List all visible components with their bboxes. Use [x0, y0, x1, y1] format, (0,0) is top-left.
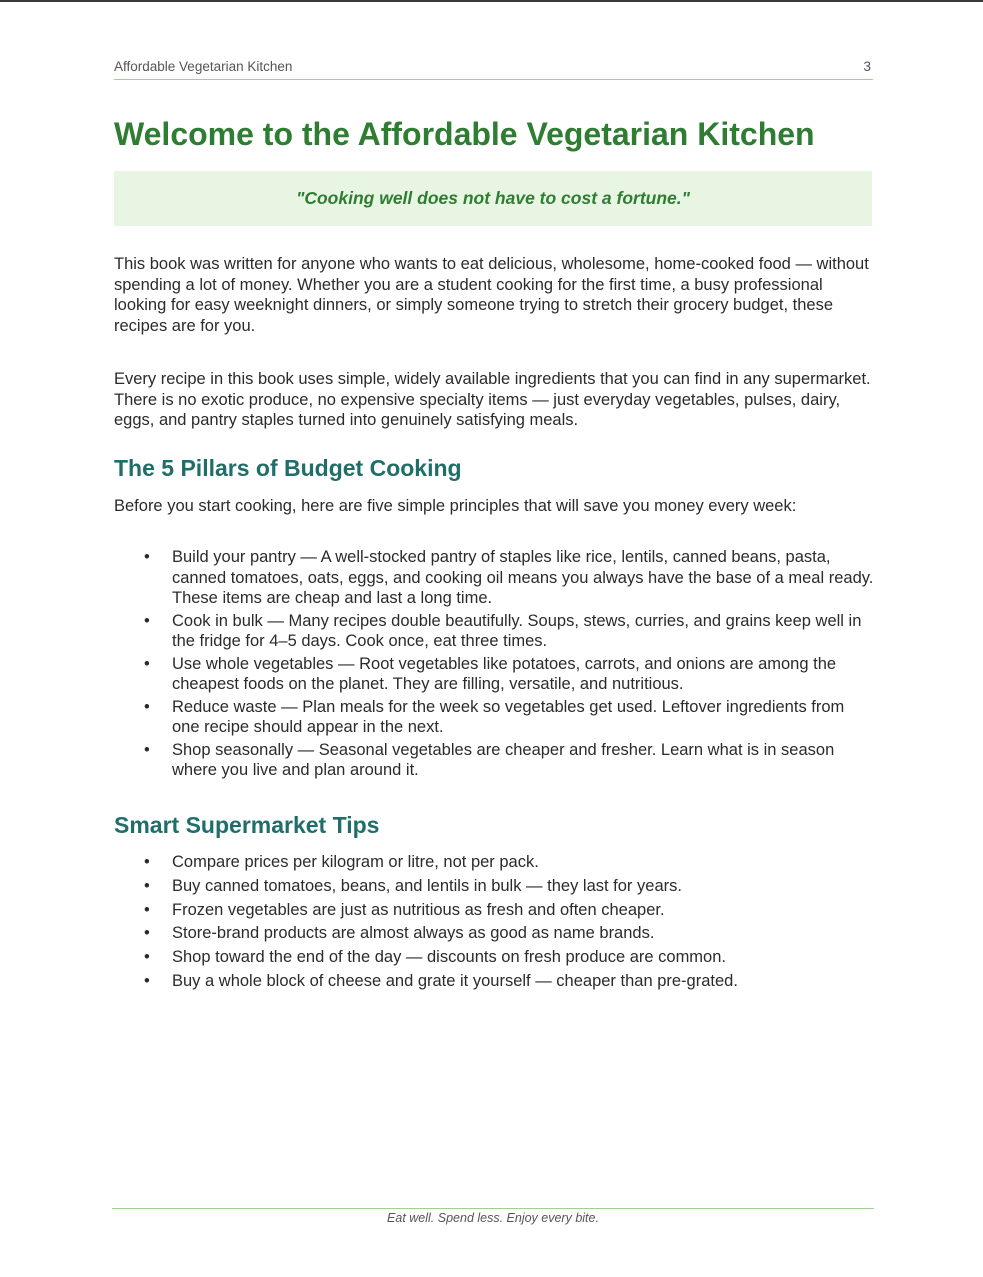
list-item: [114, 876, 874, 897]
pillars-list: [114, 547, 874, 783]
bullet-icon: •: [144, 740, 150, 759]
running-header: [114, 59, 873, 80]
bullet-icon: •: [144, 900, 150, 919]
tips-list: [114, 852, 874, 995]
pillars-intro: Before you start cooking, here are five simple principles that will save you money every week:: [114, 497, 797, 515]
top-border: [0, 0, 983, 2]
bullet-icon: •: [144, 611, 150, 630]
footer-divider: [112, 1208, 874, 1209]
intro-paragraph-2: Every recipe in this book uses simple, widely available ingredients that you can find in any supermarket. There is no exotic produce, no expensive specialty items — just everyday vegetables, pulses, dairy, eggs, and pantry staples turned into genuinely satisfying meals.: [114, 370, 871, 429]
list-item: [114, 971, 874, 992]
quote-text: "Cooking well does not have to cost a fortune.": [296, 188, 690, 208]
list-item: [114, 697, 874, 738]
intro-paragraph-1: This book was written for anyone who wants to eat delicious, wholesome, home-cooked food — without spending a lot of money. Whether you are a student cooking for the first time, a busy professional looking for easy weeknight dinners, or simply someone trying to stretch their grocery budget, these recipes are for you.: [114, 255, 869, 335]
list-item-text: Compare prices per kilogram or litre, not per pack.: [172, 853, 539, 871]
bullet-icon: •: [144, 948, 150, 967]
list-item-text: Reduce waste — Plan meals for the week so vegetables get used. Leftover ingredients from one recipe should appear in the next.: [172, 697, 845, 736]
page-title: Welcome to the Affordable Vegetarian Kitchen: [114, 116, 815, 152]
bullet-icon: •: [144, 924, 150, 943]
bullet-icon: •: [144, 876, 150, 895]
list-item-text: Build your pantry — A well-stocked pantry of staples like rice, lentils, canned beans, pasta, canned tomatoes, oats, eggs, and cooking oil means you always have the base of a meal ready. These items are cheap and last a long time.: [172, 548, 874, 607]
list-item: [114, 611, 874, 652]
bullet-icon: •: [144, 654, 150, 673]
pillars-heading: The 5 Pillars of Budget Cooking: [114, 455, 462, 481]
list-item-text: Store-brand products are almost always as good as name brands.: [172, 924, 655, 943]
list-item-text: Buy canned tomatoes, beans, and lentils in bulk — they last for years.: [172, 876, 682, 895]
list-item-text: Buy a whole block of cheese and grate it yourself — cheaper than pre-grated.: [172, 971, 738, 990]
bullet-icon: •: [144, 853, 150, 871]
bullet-icon: •: [144, 971, 150, 990]
list-item-text: Shop seasonally — Seasonal vegetables are cheaper and fresher. Learn what is in season where you live and plan around it.: [172, 740, 835, 779]
header-book-title: Affordable Vegetarian Kitchen: [114, 59, 293, 74]
list-item-text: Shop toward the end of the day — discounts on fresh produce are common.: [172, 948, 726, 967]
list-item: [114, 654, 874, 695]
list-item: [114, 852, 874, 873]
footer-tagline: Eat well. Spend less. Enjoy every bite.: [387, 1211, 599, 1225]
bullet-icon: •: [144, 548, 150, 566]
bullet-icon: •: [144, 697, 150, 716]
page-number: 3: [863, 59, 871, 74]
list-item-text: Use whole vegetables — Root vegetables like potatoes, carrots, and onions are among the cheapest foods on the planet. They are filling, versatile, and nutritious.: [172, 654, 837, 693]
list-item-text: Frozen vegetables are just as nutritious as fresh and often cheaper.: [172, 900, 665, 919]
tips-heading: Smart Supermarket Tips: [114, 812, 380, 838]
list-item: [114, 947, 874, 968]
list-item: [114, 740, 874, 781]
list-item: [114, 900, 874, 921]
list-item: [114, 923, 874, 944]
list-item: [114, 547, 874, 609]
list-item-text: Cook in bulk — Many recipes double beautifully. Soups, stews, curries, and grains keep well in the fridge for 4–5 days. Cook once, eat three times.: [172, 611, 862, 650]
quote-callout: [114, 171, 872, 226]
